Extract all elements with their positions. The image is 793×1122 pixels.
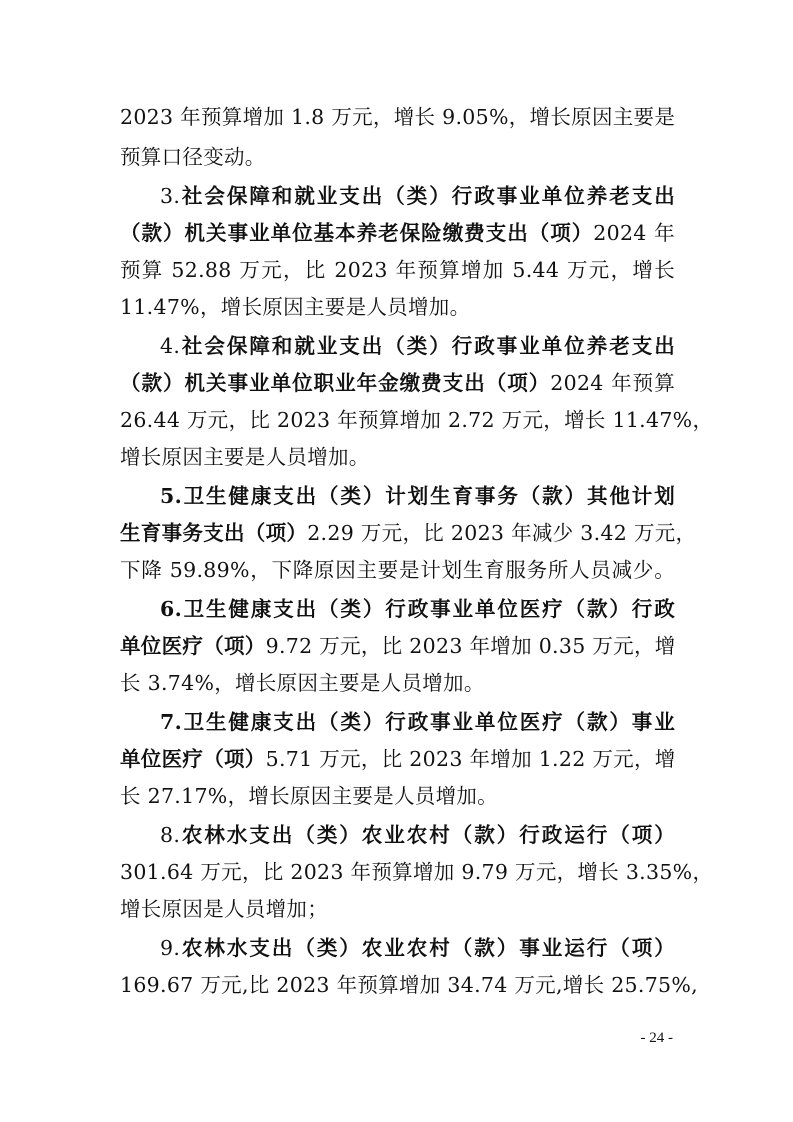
paragraph-5-line-2 (120, 518, 697, 548)
paragraph-4-line-4: 增长原因主要是人员增加。 (120, 445, 370, 469)
text-segment: 2024 年预算 (550, 371, 675, 395)
text-segment: 社会保障和就业支出（类）行政事业单位养老支出 (180, 334, 675, 358)
paragraph-4-line-1 (160, 331, 675, 361)
text-segment: 社会保障和就业支出（类）行政事业单位养老支出 (180, 184, 675, 208)
paragraph-5-line-1 (160, 481, 675, 511)
paragraph-3-line-4: 11.47%，增长原因主要是人员增加。 (120, 295, 471, 319)
paragraph-7-line-1 (160, 707, 675, 737)
paragraph-6-line-2 (120, 631, 675, 661)
paragraph-intro-line-2: 预算口径变动。 (120, 145, 266, 169)
paragraph-3-line-1 (160, 181, 675, 211)
paragraph-6-line-3: 长 3.74%，增长原因主要是人员增加。 (120, 671, 485, 695)
paragraph-4-line-3: 26.44 万元，比 2023 年预算增加 2.72 万元，增长 11.47%， (120, 408, 714, 432)
text-segment: 8. (160, 823, 181, 847)
paragraph-3-line-2 (120, 218, 675, 248)
paragraph-5-line-3: 下降 59.89%，下降原因主要是计划生育服务所人员减少。 (120, 558, 675, 582)
text-segment: 7.卫生健康支出（类）行政事业单位医疗（款）事业 (160, 710, 675, 734)
paragraph-3-line-3: 预算 52.88 万元，比 2023 年预算增加 5.44 万元，增长 (120, 258, 675, 282)
paragraph-6-line-1 (160, 594, 675, 624)
paragraph-9-line-1 (160, 933, 675, 963)
text-segment: 9.72 万元，比 2023 年增加 0.35 万元，增 (265, 634, 676, 658)
paragraph-7-line-2 (120, 744, 675, 774)
text-segment: 2024 年 (593, 221, 675, 245)
paragraph-9-line-2: 169.67 万元,比 2023 年预算增加 34.74 万元,增长 25.75%, (120, 973, 699, 997)
text-segment: 9. (160, 936, 181, 960)
text-segment: 2.29 万元，比 2023 年减少 3.42 万元， (307, 521, 697, 545)
text-segment: 单位医疗（项） (120, 634, 266, 658)
text-segment: 5.71 万元，比 2023 年增加 1.22 万元，增 (265, 747, 676, 771)
paragraph-8-line-3: 增长原因是人员增加； (120, 897, 328, 921)
text-segment: 农林水支出（类）农业农村（款）事业运行（项） (180, 936, 675, 960)
text-segment: 生育事务支出（项） (120, 521, 308, 545)
text-segment: 6.卫生健康支出（类）行政事业单位医疗（款）行政 (160, 597, 675, 621)
paragraph-4-line-2 (120, 368, 675, 398)
paragraph-7-line-3: 长 27.17%，增长原因主要是人员增加。 (120, 784, 498, 808)
text-segment: 5.卫生健康支出（类）计划生育事务（款）其他计划 (160, 484, 675, 508)
text-segment: 4. (160, 334, 181, 358)
text-segment: （款）机关事业单位基本养老保险缴费支出（项） (120, 221, 594, 245)
paragraph-8-line-1 (160, 820, 675, 850)
text-segment: 单位医疗（项） (120, 747, 266, 771)
text-segment: 3. (160, 184, 181, 208)
paragraph-intro-line-1: 2023 年预算增加 1.8 万元，增长 9.05%，增长原因主要是 (120, 105, 676, 129)
paragraph-8-line-2: 301.64 万元，比 2023 年预算增加 9.79 万元，增长 3.35%， (120, 860, 714, 884)
text-segment: 农林水支出（类）农业农村（款）行政运行（项） (180, 823, 675, 847)
page-number: - 24 - (640, 1030, 673, 1046)
text-segment: （款）机关事业单位职业年金缴费支出（项） (120, 371, 551, 395)
